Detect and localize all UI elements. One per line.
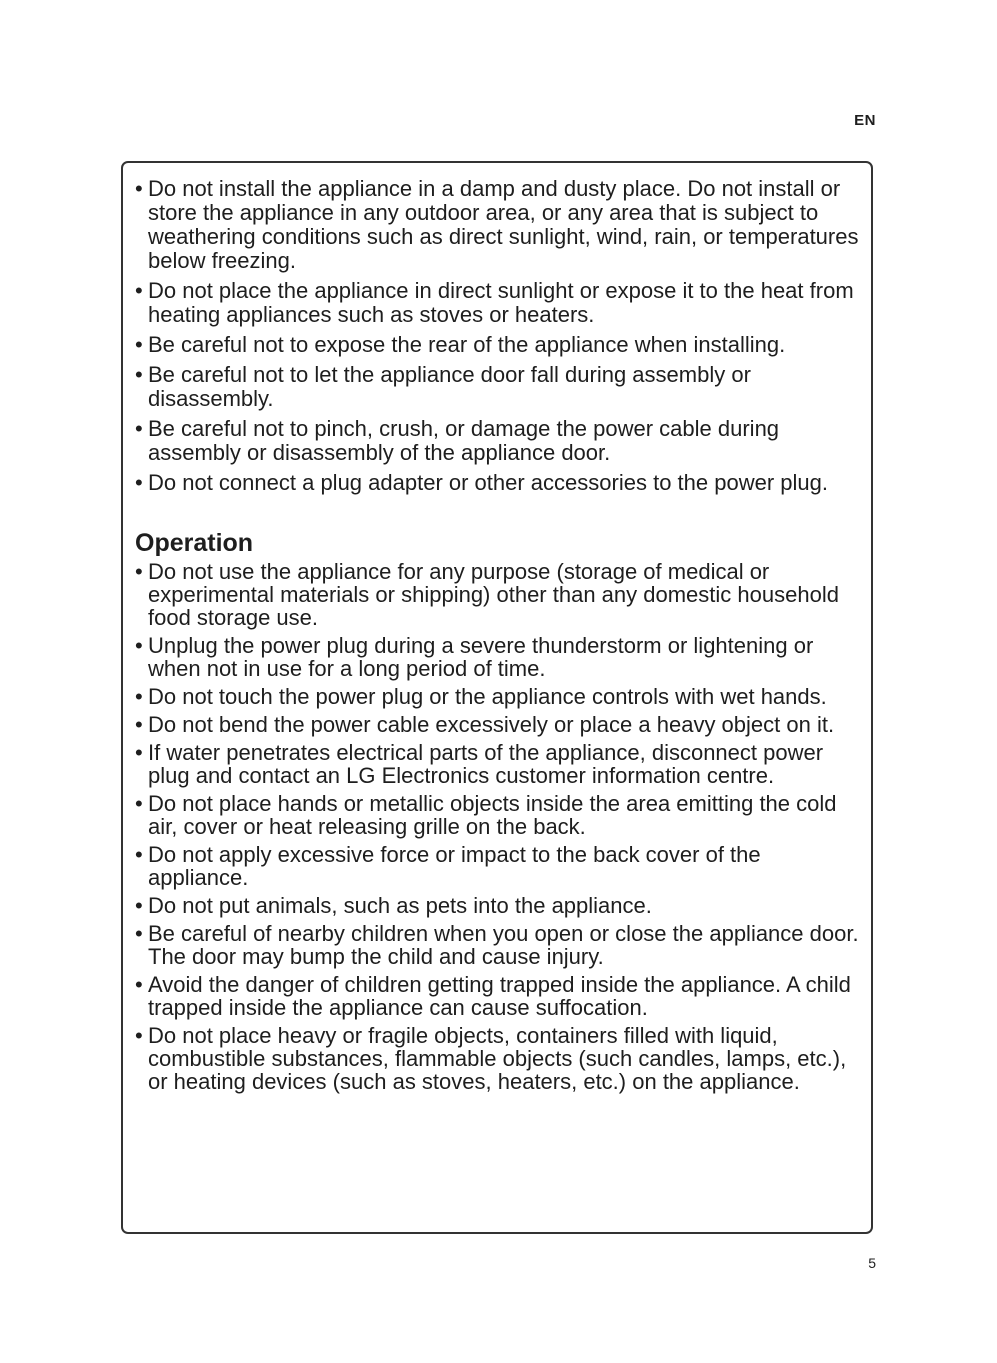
list-item: • Be careful of nearby children when you open or close the appliance door. The door may bump the child and cause injury. bbox=[135, 922, 859, 968]
list-item: • If water penetrates electrical parts of the appliance, disconnect power plug and contact an LG Electronics customer information centre. bbox=[135, 741, 859, 787]
list-item: • Do not place hands or metallic objects inside the area emitting the cold air, cover or heat releasing grille on the back. bbox=[135, 792, 859, 838]
list-item: • Do not use the appliance for any purpose (storage of medical or experimental materials or shipping) other than any domestic household food storage use. bbox=[135, 560, 859, 629]
list-item: • Do not apply excessive force or impact to the back cover of the appliance. bbox=[135, 843, 859, 889]
safety-instructions-box bbox=[121, 161, 873, 1234]
list-item: • Unplug the power plug during a severe thunderstorm or lightening or when not in use for a long period of time. bbox=[135, 634, 859, 680]
operation-heading: Operation bbox=[135, 529, 254, 557]
list-item: • Be careful not to pinch, crush, or damage the power cable during assembly or disassembly of the appliance door. bbox=[135, 417, 859, 465]
list-item: • Do not bend the power cable excessively or place a heavy object on it. bbox=[135, 713, 859, 736]
list-item: • Be careful not to let the appliance door fall during assembly or disassembly. bbox=[135, 363, 859, 411]
list-item: • Do not place the appliance in direct sunlight or expose it to the heat from heating appliances such as stoves or heaters. bbox=[135, 279, 859, 327]
page-number: 5 bbox=[868, 1255, 876, 1271]
list-item: • Do not place heavy or fragile objects, containers filled with liquid, combustible substances, flammable objects (such candles, lamps, etc.), or heating devices (such as stoves, heaters, etc.) on the appliance. bbox=[135, 1024, 859, 1093]
list-item: • Do not install the appliance in a damp and dusty place. Do not install or store the appliance in any outdoor area, or any area that is subject to weathering conditions such as direct sunlight, wind, rain, or temperatures below freezing. bbox=[135, 177, 859, 273]
list-item: • Avoid the danger of children getting trapped inside the appliance. A child trapped inside the appliance can cause suffocation. bbox=[135, 973, 859, 1019]
list-item: • Be careful not to expose the rear of the appliance when installing. bbox=[135, 333, 859, 357]
list-item: • Do not connect a plug adapter or other accessories to the power plug. bbox=[135, 471, 859, 495]
language-code: EN bbox=[854, 112, 876, 129]
list-item: • Do not touch the power plug or the appliance controls with wet hands. bbox=[135, 685, 859, 708]
intro-safety-list bbox=[135, 177, 859, 495]
operation-safety-list bbox=[135, 560, 859, 1093]
list-item: • Do not put animals, such as pets into the appliance. bbox=[135, 894, 859, 917]
